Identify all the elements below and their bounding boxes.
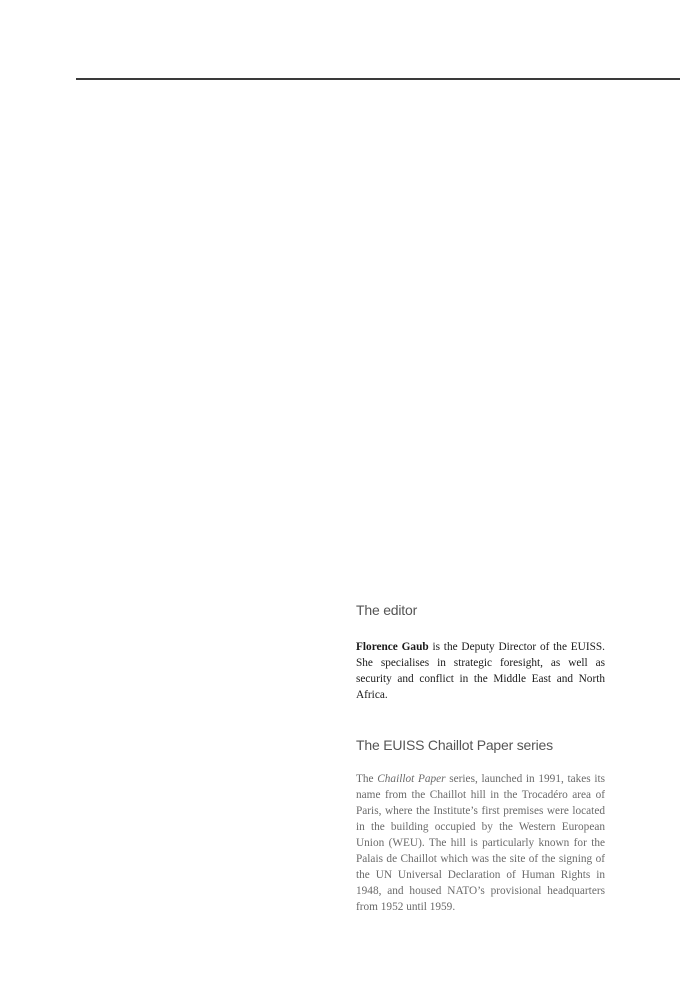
series-text-after: series, launched in 1991, takes its name from the Chaillot hill in the Trocadéro area of Paris, where the Institute’s first premises were located in the building occupied by the Western European Union (WEU). The hill is particularly known for the Palais de Chaillot which was the site of the signing of the UN Universal Declaration of Human Rights in 1948, and housed NATO’s provisional headquarters from 1952 until 1959. (356, 773, 606, 913)
editor-name: Florence Gaub (356, 641, 429, 653)
series-description (356, 771, 605, 915)
series-section (356, 736, 605, 915)
editor-bio-text: is the Deputy Director of the EUISS. She specialises in strategic foresight, as well as security and conflict in the Middle East and North Africa. (356, 641, 605, 701)
editor-heading: The editor (356, 602, 418, 618)
series-text-before: The (356, 773, 378, 785)
editor-section (356, 601, 605, 703)
top-divider-line (76, 78, 680, 80)
editor-bio (356, 639, 605, 703)
series-heading: The EUISS Chaillot Paper series (356, 737, 553, 753)
series-italic-title: Chaillot Paper (377, 773, 446, 785)
